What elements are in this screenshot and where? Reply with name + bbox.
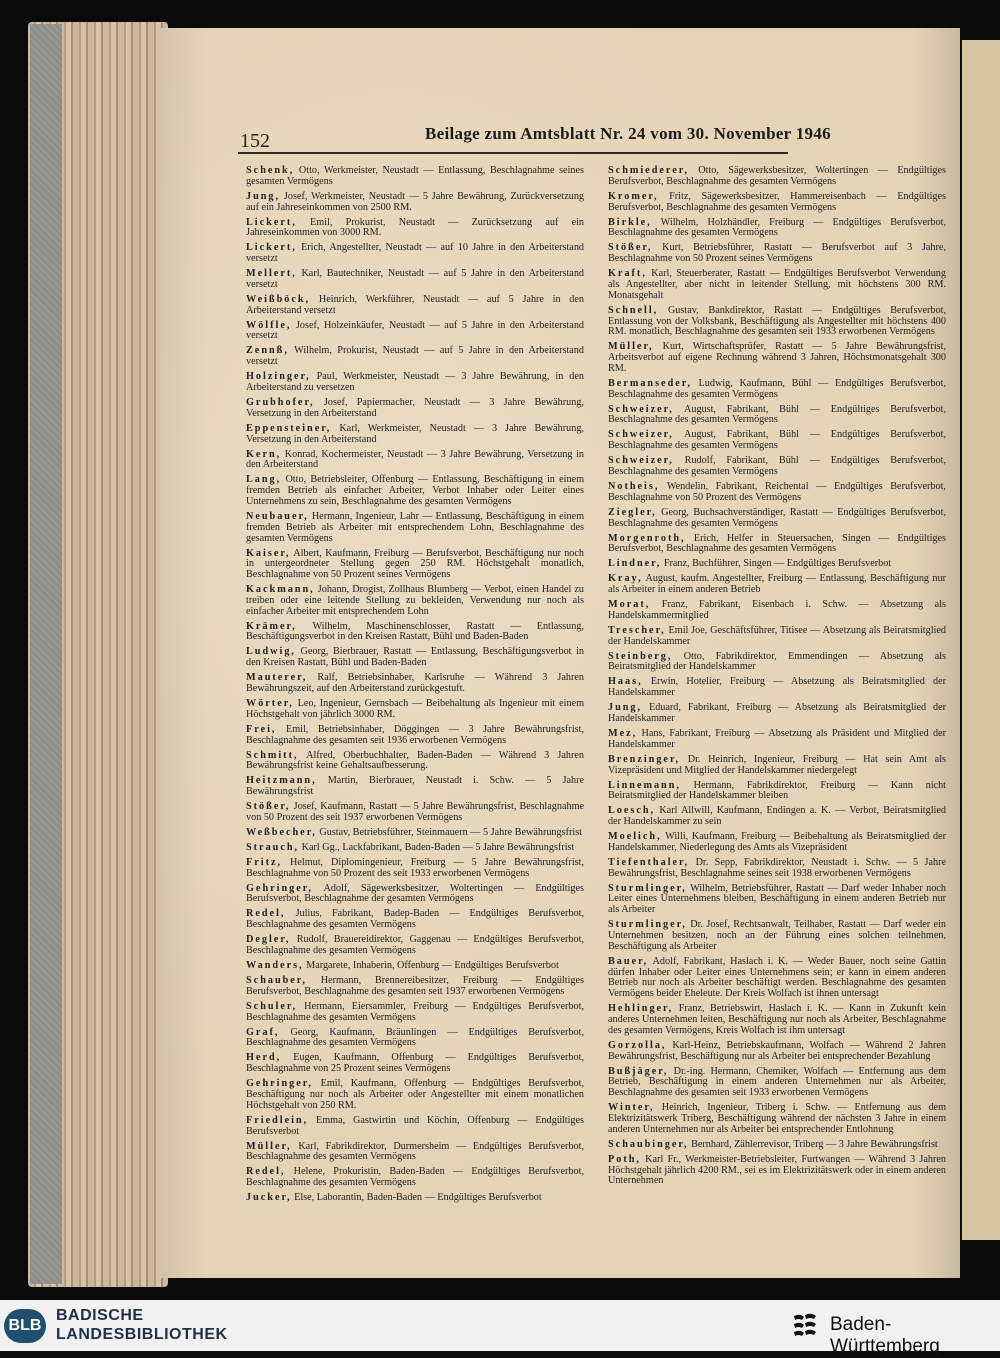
entry [608, 1041, 946, 1063]
entry-text: Adolf, Fabrikant, Haslach i. K. — Weder Bauer, noch seine Gattin dürfen Inhaber oder Leiter eines Unternehmens sein; er kann in einem anderen Betrieb nur noch als Arbeiter beschäftigt werden. Beschlagnahme des gesamten Vermögens beider Eheleute. Der Kreis Wolfach ist ihnen untersagt [608, 955, 947, 1000]
entry [608, 243, 946, 265]
library-name-line2: LANDESBIBLIOTHEK [56, 1326, 228, 1343]
entry [246, 699, 584, 721]
entry [608, 405, 946, 427]
entry [246, 673, 584, 695]
entry-text: Rudolf, Fabrikant, Bühl — Endgültiges Berufsverbot, Beschlagnahme des gesamten Vermögens [608, 455, 947, 477]
entry-text: Johann, Drogist, Zollhaus Blumberg — Verbot, einen Handel zu treiben oder eine leitende Stellung zu bekleiden, Verwendung nur noch als einfacher Arbeiter mit entsprechendem Lohn [246, 584, 584, 617]
entry [246, 776, 584, 798]
entry-text: Karl Allwill, Kaufmann, Endingen a. K. — Verbot, Beiratsmitglied der Handelskammer zu sein [608, 805, 947, 828]
entry [608, 920, 946, 952]
entry-name: Loesch, [608, 805, 656, 817]
entry [246, 585, 584, 617]
entry-text: Otto, Betriebsleiter, Offenburg — Entlassung, Beschäftigung in einem fremden Betrieb als einfacher Arbeiter, Verbot Inhaber oder Leiter eines Unternehmens zu sein, Beschlagnahme des gesamten Vermögens [246, 474, 585, 507]
entry-name: Schweizer, [608, 455, 674, 467]
entry-name: Moelich, [608, 831, 662, 843]
entry-text: Hermann, Ingenieur, Lahr — Entlassung, Beschäftigung in einem fremden Betrieb als Arbeiter mit entsprechendem Lohn, Beschlagnahme des gesamten Vermögens [246, 510, 585, 544]
entry-text: Heinrich, Werkführer, Neustadt — auf 5 Jahre in den Arbeiterstand versetzt [246, 293, 585, 316]
entry [246, 346, 584, 368]
entry-name: Bermanseder, [608, 377, 692, 389]
entry-text: Hermann, Brennereibesitzer, Freiburg — Endgültiges Berufsverbot, Beschlagnahme des gesamten seit 1937 erworbenen Vermögens [246, 975, 585, 997]
entry [246, 858, 584, 880]
entry [608, 858, 946, 880]
entry-text: Georg, Buchsachverständiger, Rastatt — Endgültiges Berufsverbot, Beschlagnahme des gesamten Vermögens [608, 506, 947, 529]
entry [608, 456, 946, 478]
entry-name: Poth, [608, 1153, 641, 1165]
entry-name: Holzinger, [246, 371, 311, 383]
entry-name: Hehlinger, [608, 1003, 674, 1015]
entry-name: Friedlein, [246, 1114, 309, 1126]
entry-text: Otto, Sägewerksbesitzer, Woltertingen — Endgültiges Berufsverbot, Beschlagnahme des gesamten Vermögens [608, 165, 947, 187]
entry [608, 1155, 946, 1187]
entry-text: Josef, Kaufmann, Rastatt — 5 Jahre Bewährungsfrist, Beschlagnahme von 50 Prozent des seit 1937 erworbenen Vermögens [246, 801, 585, 823]
entry-text: Kurt, Betriebsführer, Rastatt — Berufsverbot auf 3 Jahre, Beschlagnahme von 50 Prozent seines Vermögens [608, 242, 946, 265]
entry-text: Emil Joe, Geschäftsführer, Titisee — Absetzung als Beiratsmitglied der Handelskammer [608, 624, 947, 647]
entry [246, 1028, 584, 1050]
entry-text: Otto, Werkmeister, Neustadt — Entlassung, Beschlagnahme seines gesamten Vermögens [246, 165, 584, 187]
entry [608, 1067, 946, 1099]
entry [246, 976, 584, 998]
entry-text: Eugen, Kaufmann, Offenburg — Endgültiges Berufsverbot, Beschlagnahme von 25 Prozent seines Vermögens [246, 1052, 584, 1075]
entry-name: Gehringer, [246, 1078, 313, 1090]
entry [246, 1079, 584, 1111]
entry-text: Wilhelm, Maschinenschlosser, Rastatt — Entlassung, Beschäftigungsverbot in den Kreisen Rastatt, Bühl und Baden-Baden [246, 620, 584, 643]
entry-name: Mauterer, [246, 672, 308, 684]
entry-text: Konrad, Kochermeister, Neustadt — 3 Jahre Bewährung, Versetzung in den Arbeiterstand [246, 448, 585, 471]
entry [246, 475, 584, 507]
entry [246, 843, 584, 854]
entry-name: Degler, [246, 934, 291, 946]
entry-name: Schweizer, [608, 429, 674, 441]
entry-name: Graf, [246, 1026, 280, 1038]
entry-name: Kromer, [608, 190, 659, 202]
entry-text: Rudolf, Brauereidirektor, Gaggenau — Endgültiges Berufsverbot, Beschlagnahme des gesamten Vermögens [246, 934, 584, 957]
entry-name: Kray, [608, 573, 643, 585]
entry [246, 1142, 584, 1164]
entry-name: Schenk, [246, 165, 295, 176]
entry-text: Helene, Prokuristin, Baden-Baden — Endgültiges Berufsverbot, Beschlagnahme des gesamten Vermögens [246, 1166, 584, 1189]
entry-name: Kraft, [608, 268, 647, 280]
entry-text: Dr.-ing. Hermann, Chemiker, Wolfach — Entfernung aus dem Betrieb, Beschäftigung in einem anderen Unternehmen nur als Arbeiter, Beschlagnahme des gesamten seit 1933 erworbenen Vermögens [608, 1065, 946, 1099]
entry-text: August, Fabrikant, Bühl — Endgültiges Berufsverbot, Beschlagnahme des gesamten Vermögens [608, 403, 946, 426]
entry [608, 1140, 946, 1151]
entry-text: Franz, Betriebswirt, Haslach i. K. — Kann in Zukunft kein anderes Unternehmen leiten, Beschäftigung nur noch als Arbeiter, Beschlagnahme des gesamten Vermögens, Kreis Wolfach ist ihm untersagt [608, 1003, 947, 1036]
entry [246, 828, 584, 839]
entry-name: Birkle, [608, 216, 652, 228]
entry-name: Schweizer, [608, 403, 674, 415]
entry-name: Eppensteiner, [246, 422, 332, 434]
entry [608, 781, 946, 803]
entry [246, 1116, 584, 1138]
entry-name: Krämer, [246, 620, 297, 632]
entry [608, 652, 946, 674]
entry-text: Karl, Steuerberater, Rastatt — Endgültiges Berufsverbot Verwendung als Angestellter, aber nicht in leitender Stellung, mit höchstens 300 RM. Monatsgehalt [608, 268, 946, 301]
entry-text: Ludwig, Kaufmann, Bühl — Endgültiges Berufsverbot, Beschlagnahme des gesamten Vermögens [608, 377, 947, 400]
entry-text: Ralf, Betriebsinhaber, Karlsruhe — Während 3 Jahren Bewährungszeit, auf den Arbeiterstand zurückgestuft. [246, 672, 584, 695]
entry [608, 342, 946, 374]
entry [608, 574, 946, 596]
entry [246, 218, 584, 240]
entry-name: Jucker, [246, 1192, 292, 1204]
entry-name: Mellert, [246, 268, 297, 280]
entry-name: Zennß, [246, 345, 289, 357]
entry [246, 1053, 584, 1075]
entry [608, 832, 946, 854]
entry-name: Gorzolla, [608, 1039, 667, 1051]
entry-name: Neubauer, [246, 510, 309, 522]
entry [608, 192, 946, 214]
footer-bar [0, 1300, 1000, 1357]
entry-name: Müller, [608, 341, 654, 353]
entry [246, 549, 584, 581]
entry [246, 725, 584, 747]
entry [246, 884, 584, 906]
entry-text: Willi, Kaufmann, Freiburg — Beibehaltung als Beiratsmitglied der Handelskammer, Niederlegung des Amts als Vizepräsident [608, 831, 946, 853]
entry [608, 166, 946, 188]
entry [246, 909, 584, 931]
entry-name: Fritz, [246, 856, 283, 868]
entry-text: Gustav, Bankdirektor, Rastatt — Endgültiges Berufsverbot, Entlassung von der Volksbank, Beschäftigung als Angestellter mit höchstens 400 RM. monatlich, Beschlagnahme des gesamten seit 1933 erworbenen Vermögens [608, 304, 946, 338]
entry [246, 935, 584, 957]
entry-name: Gehringer, [246, 882, 313, 894]
state-name[interactable]: Baden-Württemberg [830, 1314, 940, 1357]
entry [246, 295, 584, 317]
entry [246, 243, 584, 265]
entry-name: Linnemann, [608, 779, 681, 791]
entry-text: Emil, Betriebsinhaber, Döggingen — 3 Jahre Bewährungsfrist, Beschlagnahme des gesamten seit 1936 erworbenen Vermögens [246, 723, 584, 746]
entry-name: Grubhofer, [246, 397, 315, 409]
entry-text: Karl Fr., Werkmeister-Betriebsleiter, Furtwangen — Während 3 Jahren Höchstgehalt jährlich 4200 RM., sei es im Elektrizitätswerk oder in einem anderen Unternehmen [608, 1153, 947, 1187]
entry-text: Franz, Fabrikant, Eisenbach i. Schw. — Absetzung als Handelskammermitglied [608, 599, 946, 621]
entry-text: Albert, Kaufmann, Freiburg — Berufsverbot, Beschäftigung nur noch in untergeordneter Stellung gegen 250 RM. Höchstgehalt monatlich, Beschlagnahme von 50 Prozent seines Vermögens [246, 547, 585, 581]
book-binding [30, 24, 62, 1284]
entry-text: Paul, Werkmeister, Neustadt — 3 Jahre Bewährung, in den Arbeiterstand zu versetzen [246, 371, 584, 394]
header-rule [238, 152, 788, 154]
entry-text: Dr. Heinrich, Ingenieur, Freiburg — Hat sein Amt als Vizepräsident und Mitglied der Handelskammer niedergelegt [608, 753, 946, 776]
entry-name: Lindner, [608, 558, 662, 570]
entry [246, 166, 584, 188]
entry-name: Herd, [246, 1052, 282, 1064]
entry [608, 884, 946, 916]
entry-name: Wanders, [246, 960, 304, 972]
entry-name: Lickert, [246, 242, 297, 254]
entry-text: Leo, Ingenieur, Gernsbach — Beibehaltung als Ingenieur mit einem Höchstgehalt von jährlich 3000 RM. [246, 698, 585, 720]
entry-name: Steinberg, [608, 650, 673, 662]
entry-name: Lang, [246, 474, 282, 486]
entry-name: Jung, [608, 702, 643, 714]
entry-name: Kaiser, [246, 547, 291, 559]
entry [608, 559, 946, 570]
entry [608, 306, 946, 338]
document-page [160, 28, 960, 1278]
entry-name: Ludwig, [246, 646, 296, 658]
entry-name: Trescher, [608, 624, 666, 636]
entry-name: Schnell, [608, 304, 659, 316]
entry-name: Redel, [246, 1166, 286, 1178]
entry-text: Dr. Sepp, Fabrikdirektor, Neustadt i. Schw. — 5 Jahre Bewährungsfrist, Beschlagnahme seines seit 1938 erworbenen Vermögens [608, 856, 947, 879]
entry [246, 1002, 584, 1024]
entry-text: August, kaufm. Angestellter, Freiburg — Entlassung, Beschäftigung nur als Arbeiter in einem anderen Betrieb [608, 573, 946, 596]
baden-wuerttemberg-lions-icon [790, 1310, 820, 1340]
entry-text: Dr. Josef, Rechtsanwalt, Teilhaber, Rastatt — Darf weder ein Unternehmen besitzen, noch an der Führung eines solchen teilnehmen, Beschäftigung als Arbeiter [608, 919, 946, 952]
entry [608, 482, 946, 504]
right-column [608, 166, 946, 1191]
entry-name: Ziegler, [608, 506, 657, 518]
entry-text: Adolf, Sägewerksbesitzer, Woltertingen — Endgültiges Berufsverbot, Beschlagnahme der gesamten Vermögens [246, 882, 585, 905]
entry-name: Wörter, [246, 698, 294, 710]
entry-name: Bauer, [608, 955, 649, 967]
entry-name: Strauch, [246, 841, 300, 853]
entry-text: Otto, Fabrikdirektor, Emmendingen — Absetzung als Beiratsmitglied der Handelskammer [608, 650, 947, 673]
entry [608, 218, 946, 240]
entry-text: Alfred, Oberbuchhalter, Baden-Baden — Während 3 Jahren Bewährungsfrist keine Gehaltsaufbesserung. [246, 749, 585, 772]
entry-text: Gustav, Betriebsführer, Steinmauern — 5 Jahre Bewährungsfrist [319, 826, 582, 838]
entry-name: Jung, [246, 190, 281, 202]
entry [608, 430, 946, 452]
entry [246, 647, 584, 669]
entry-text: Karl, Bautechniker, Neustadt — auf 5 Jahre in den Arbeiterstand versetzt [246, 268, 585, 290]
entry-text: Wilhelm, Holzhändler, Freiburg — Endgültiges Berufsverbot, Beschlagnahme des gesamten Vermögens [608, 216, 946, 239]
entry-name: Sturmlinger, [608, 882, 687, 894]
entry [608, 269, 946, 301]
entry-text: Karl Gg., Lackfabrikant, Baden-Baden — 5 Jahre Bewährungsfrist [301, 841, 575, 853]
entry-name: Morat, [608, 599, 651, 611]
entry-text: Karl, Werkmeister, Neustadt — 3 Jahre Bewährung, Versetzung in den Arbeiterstand [246, 422, 584, 445]
entry-name: Winter, [608, 1102, 655, 1114]
entry [608, 1004, 946, 1036]
entry-name: Schmitt, [246, 749, 299, 761]
entry-text: Wilhelm, Betriebsführer, Rastatt — Darf weder Inhaber noch Leiter eines Unternehmens bleiben, Beschäftigung in einem anderen Betrieb nur als Arbeiter [608, 882, 946, 916]
entry-name: Lickert, [246, 216, 297, 228]
entry [608, 626, 946, 648]
entry [246, 321, 584, 343]
entry [246, 1193, 584, 1204]
entry [246, 269, 584, 291]
entry-text: Bernhard, Zählerrevisor, Triberg — 3 Jahre Bewährungsfrist [691, 1138, 938, 1150]
library-name[interactable] [56, 1306, 228, 1344]
entry-name: Kern, [246, 448, 282, 460]
entry [246, 751, 584, 773]
entry [246, 372, 584, 394]
entry [608, 508, 946, 530]
entry [246, 961, 584, 972]
entry-name: Weßbecher, [246, 826, 317, 838]
entry-name: Morgenroth, [608, 532, 686, 544]
entry-text: Karl, Fabrikdirektor, Durmersheim — Endgültiges Berufsverbot, Beschlagnahme des gesamten Vermögens [246, 1140, 585, 1163]
entry-text: Erich, Angestellter, Neustadt — auf 10 Jahre in den Arbeiterstand versetzt [246, 242, 585, 265]
entry-name: Haas, [608, 676, 643, 688]
entry-text: Josef, Holzeinkäufer, Neustadt — auf 5 Jahre in den Arbeiterstand versetzt [246, 319, 585, 342]
entry-text: Emil, Kaufmann, Offenburg — Endgültiges Berufsverbot, Beschäftigung nur noch als Arbeiter oder Angestellter mit einem monatlichen Höchstgehalt von 250 RM. [246, 1078, 584, 1111]
entry [608, 729, 946, 751]
entry-text: Erwin, Hotelier, Freiburg — Absetzung als Beiratsmitglied der Handelskammer [608, 676, 946, 699]
entry-name: Stößer, [246, 801, 291, 813]
entry-name: Schauber, [246, 975, 307, 987]
entry [608, 1103, 946, 1135]
entry [608, 677, 946, 699]
entry-text: Hans, Fabrikant, Freiburg — Absetzung als Präsident und Mitglied der Handelskammer [608, 728, 947, 750]
entry [246, 622, 584, 644]
library-name-line1: BADISCHE [56, 1307, 144, 1324]
entry-text: Karl-Heinz, Betriebskaufmann, Wolfach — Während 2 Jahren Bewährungsfrist, Beschäftigung nur als Arbeiter bei entsprechender Bezahlung [608, 1039, 947, 1062]
entry [246, 192, 584, 214]
entry-text: Erich, Helfer in Steuersachen, Singen — Endgültiges Berufsverbot, Beschlagnahme des gesamten Vermögens [608, 532, 947, 555]
entry-text: Josef, Werkmeister, Neustadt — 5 Jahre Bewährung, Zurückversetzung auf ein Jahreseinkommen von 2500 RM. [246, 190, 585, 213]
entry-name: Wölfle, [246, 319, 292, 331]
page-header: Beilage zum Amtsblatt Nr. 24 vom 30. November 1946 [425, 124, 831, 143]
entry-name: Schmiederer, [608, 165, 689, 176]
entry-name: Weißböck, [246, 293, 311, 305]
entry-text: Georg, Bierbrauer, Rastatt — Entlassung, Beschäftigungsverbot in den Kreisen Rastatt, Bühl und Baden-Baden [246, 646, 585, 669]
entry-text: Else, Laborantin, Baden-Baden — Endgültiges Berufsverbot [294, 1192, 542, 1204]
entry-text: Julius, Fabrikant, Badep-Baden — Endgültiges Berufsverbot, Beschlagnahme des gesamten Vermögens [246, 908, 585, 931]
entry [246, 1167, 584, 1189]
entry-text: Helmut, Diplomingenieur, Freiburg — 5 Jahre Bewährungsfrist, Beschlagnahme von 50 Prozent des seit 1933 erworbenen Vermögens [246, 856, 585, 879]
entry [608, 755, 946, 777]
entry-text: August, Fabrikant, Bühl — Endgültiges Berufsverbot, Beschlagnahme des gesamten Vermögens [608, 429, 946, 452]
entry [608, 600, 946, 622]
entry-name: Heitzmann, [246, 775, 317, 787]
entry-text: Josef, Papiermacher, Neustadt — 3 Jahre Bewährung, Versetzung in den Arbeiterstand [246, 397, 584, 419]
entry-text: Heinrich, Ingenieur, Triberg i. Schw. — Entfernung aus dem Elektrizitätswerk Triberg, Beschäftigung während der nächsten 3 Jahre in einem anderen Unternehmen nur als Arbeiter bei entsprechender Entlohnung [608, 1102, 946, 1135]
entry-name: Brenzinger, [608, 753, 681, 765]
entry-name: Schaubinger, [608, 1138, 689, 1150]
entry-text: Margarete, Inhaberin, Offenburg — Endgültiges Berufsverbot [306, 960, 559, 972]
entry-name: Tiefenthaler, [608, 856, 690, 868]
entry-name: Schuler, [246, 1000, 298, 1012]
blb-logo[interactable]: BLB [4, 1309, 46, 1343]
entry [608, 957, 946, 1000]
entry-text: Georg, Kaufmann, Bräunlingen — Endgültiges Berufsverbot, Beschlagnahme des gesamten Vermögens [246, 1026, 584, 1049]
entry-text: Emma, Gastwirtin und Köchin, Offenburg — Endgültiges Berufsverbot [246, 1114, 585, 1137]
entry [246, 398, 584, 420]
entry-name: Müller, [246, 1140, 292, 1152]
entry-text: Kurt, Wirtschaftsprüfer, Rastatt — 5 Jahre Bewährungsfrist, Arbeitsverbot auf eigene Rechnung während 3 Jahren, Höchstmonatsgehalt 300 RM. [608, 341, 946, 374]
entry-text: Wendelin, Fabrikant, Reichental — Endgültiges Berufsverbot, Beschlagnahme von 50 Prozent des Vermögens [608, 480, 946, 503]
entry-text: Hermann, Eiersammler, Freiburg — Endgültiges Berufsverbot, Beschlagnahme des gesamten Vermögens [246, 1000, 584, 1023]
entry-name: Bußjäger, [608, 1065, 669, 1077]
entry-text: Hermann, Fabrikdirektor, Freiburg — Kann nicht Beiratsmitglied der Handelskammer bleiben [608, 779, 946, 802]
left-column [246, 166, 584, 1208]
entry-text: Franz, Buchführer, Singen — Endgültiges Berufsverbot [663, 558, 892, 570]
entry [246, 424, 584, 446]
entry [608, 806, 946, 828]
entry-name: Frei, [246, 723, 277, 735]
entry-name: Sturmlinger, [608, 919, 687, 931]
entry-name: Kackmann, [246, 584, 315, 596]
entry [608, 703, 946, 725]
entry [246, 450, 584, 472]
entry-text: Emil, Prokurist, Neustadt — Zurücksetzung auf ein Jahreseinkommen von 3000 RM. [246, 216, 585, 239]
entry [608, 534, 946, 556]
entry-text: Martin, Bierbrauer, Neustadt i. Schw. — 5 Jahre Bewährungsfrist [246, 775, 584, 798]
entry-text: Wilhelm, Prokurist, Neustadt — auf 5 Jahre in den Arbeiterstand versetzt [246, 345, 584, 368]
page-number: 152 [240, 130, 270, 152]
entry [246, 802, 584, 824]
entry-name: Stößer, [608, 242, 653, 254]
entry-text: Fritz, Sägewerksbesitzer, Hammereisenbach — Endgültiges Berufsverbot, Beschlagnahme des gesamten Vermögens [608, 190, 946, 213]
entry-text: Eduard, Fabrikant, Freiburg — Absetzung als Beiratsmitglied der Handelskammer [608, 702, 946, 725]
entry [608, 379, 946, 401]
facing-page-edge [962, 40, 1000, 1240]
entry-name: Redel, [246, 908, 286, 920]
entry [246, 512, 584, 544]
entry-name: Notheis, [608, 480, 660, 492]
entry-name: Mez, [608, 728, 638, 739]
